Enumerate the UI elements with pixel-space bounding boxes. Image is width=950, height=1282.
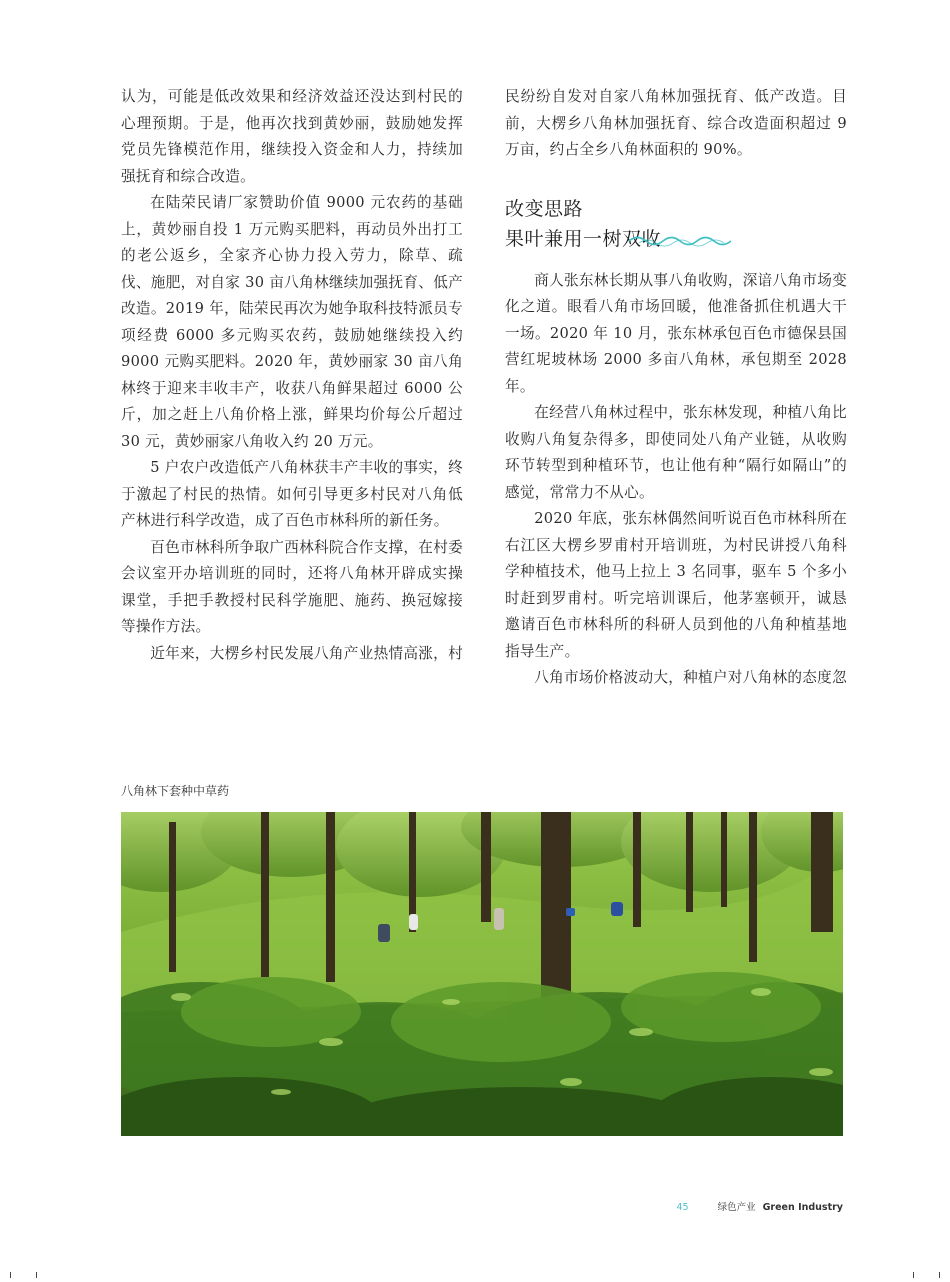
right-column: [505, 84, 847, 692]
page-footer: [676, 1199, 843, 1213]
section-heading-line-1: 改变思路: [505, 197, 584, 220]
page-number: 45: [676, 1202, 689, 1213]
left-paragraph-5: 近年来，大楞乡村民发展八角产业热情高涨，村: [150, 644, 463, 662]
crop-mark: [913, 1272, 914, 1278]
right-paragraph-5: 八角市场价格波动大，种植户对八角林的态度忽: [534, 669, 847, 686]
section-heading: [505, 194, 847, 254]
crop-mark: [939, 1272, 940, 1278]
right-paragraph-3: 在经营八角林过程中，张东林发现，种植八角比收购八角复杂得多，即使同处八角产业链，从收购环节转型到种植环节，也让他有种“隔行如隔山”的感觉，常常力不从心。: [505, 404, 847, 501]
wave-decoration-icon: [629, 234, 731, 248]
left-paragraph-4: 百色市林科所争取广西林科院合作支撑，在村委会议室开办培训班的同时，还将八角林开辟成实操课堂，手把手教授村民科学施肥、施药、换冠嫁接等操作方法。: [121, 538, 463, 635]
section-heading-line-2: 果叶兼用一树双收: [505, 227, 662, 250]
left-paragraph-1: 认为，可能是低改效果和经济效益还没达到村民的心理预期。于是，他再次找到黄妙丽，鼓励她发挥党员先锋模范作用，继续投入资金和人力，持续加强抚育和综合改造。: [121, 88, 463, 185]
left-paragraph-2: 在陆荣民请厂家赞助价值 9000 元农药的基础上，黄妙丽自投 1 万元购买肥料，再动员外出打工的老公返乡，全家齐心协力投入劳力，除草、疏伐、施肥，对自家 30 亩八角林继续加强抚育、低产改造。2019 年，陆荣民再次为她争取科技特派员专项经费 6000 多元购买农药，鼓励她继续投入约 9000 元购买肥料。2020 年，黄妙丽家 30 亩八角林终于迎来丰收丰产，收获八角鲜果超过 6000 公斤，加之赶上八角价格上涨，鲜果均价每公斤超过 30 元，黄妙丽家八角收入约 20 万元。: [121, 194, 463, 450]
crop-mark: [36, 1272, 37, 1278]
right-paragraph-4: 2020 年底，张东林偶然间听说百色市林科所在右江区大楞乡罗甫村开培训班，为村民讲授八角科学种植技术，他马上拉上 3 名同事，驱车 5 个多小时赶到罗甫村。听完培训课后，他茅塞顿开，诚恳邀请百色市林科所的科研人员到他的八角种植基地指导生产。: [505, 510, 847, 660]
forest-photo: [121, 812, 843, 1136]
left-column: [121, 84, 463, 667]
photo-caption: 八角林下套种中草药: [121, 784, 230, 798]
forest-illustration: [121, 812, 843, 1136]
footer-section-cn: 绿色产业: [717, 1202, 756, 1213]
left-paragraph-3: 5 户农户改造低产八角林获丰产丰收的事实，终于激起了村民的热情。如何引导更多村民对八角低产林进行科学改造，成了百色市林科所的新任务。: [121, 459, 463, 529]
crop-mark: [10, 1272, 11, 1278]
right-paragraph-2: 商人张东林长期从事八角收购，深谙八角市场变化之道。眼看八角市场回暖，他准备抓住机遇大干一场。2020 年 10 月，张东林承包百色市德保县国营红坭坡林场 2000 多亩八角林，承包期至 2028 年。: [505, 271, 847, 395]
right-paragraph-1: 民纷纷自发对自家八角林加强抚育、低产改造。目前，大楞乡八角林加强抚育、综合改造面积超过 9 万亩，约占全乡八角林面积的 90%。: [505, 88, 847, 158]
footer-section-en: Green Industry: [762, 1202, 843, 1213]
